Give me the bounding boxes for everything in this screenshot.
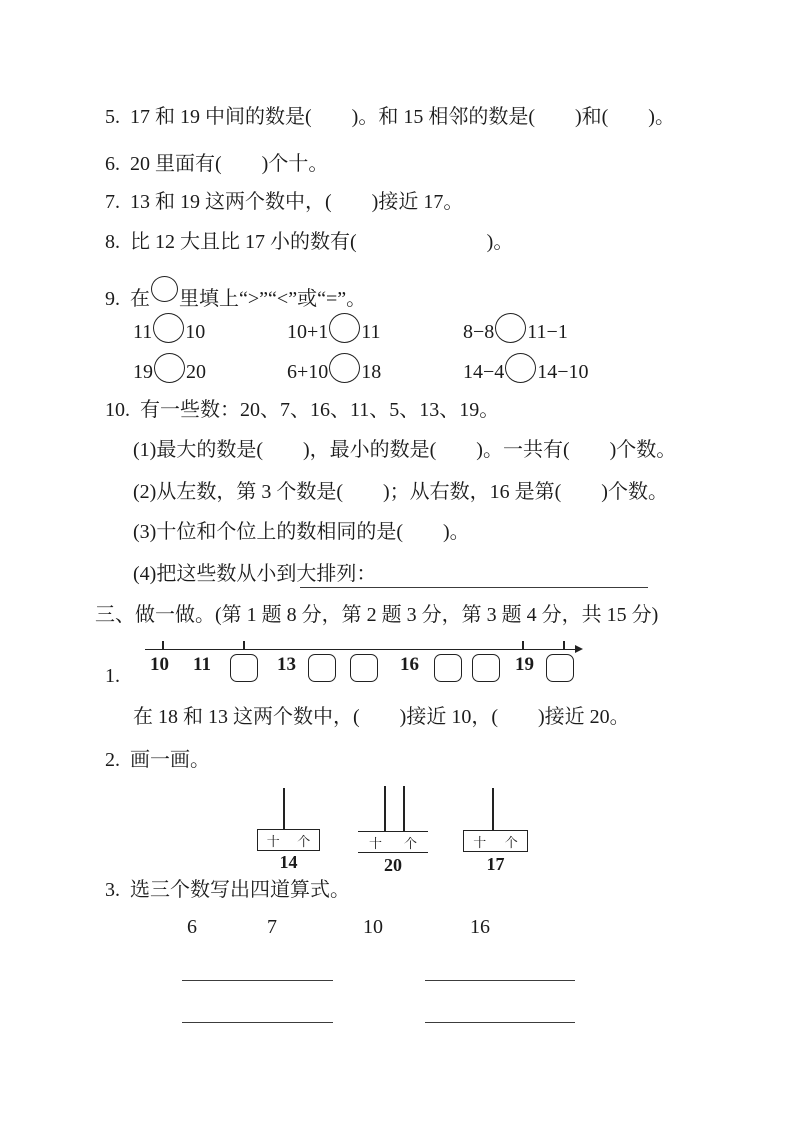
ones-label: 个 — [504, 834, 518, 850]
place-value-box — [257, 829, 320, 851]
number-line-label: 19 — [515, 654, 534, 675]
question-9-text-after: 里填上“>”“<”或“=”。 — [179, 288, 367, 310]
counter-rod — [492, 788, 494, 830]
question-10-sub-3: (3)十位和个位上的数相同的是( )。 — [133, 521, 470, 543]
comparison-left: 19 — [133, 361, 153, 383]
s3-question-2-title: 画一画。 — [130, 749, 210, 771]
question-7 — [105, 190, 463, 214]
number-line — [140, 638, 590, 696]
answer-blank-line — [300, 587, 648, 588]
answer-blank-line — [425, 980, 575, 981]
place-value-frame — [355, 783, 435, 875]
comparison-left: 6+10 — [287, 361, 329, 383]
place-value-box — [358, 831, 428, 853]
question-9-text-before: 在 — [130, 288, 150, 310]
question-9 — [105, 276, 366, 311]
answer-blank-line — [425, 1022, 575, 1023]
number-line-label: 11 — [193, 654, 211, 675]
question-10-sub-2: (2)从左数，第 3 个数是( )；从右数，16 是第( )个数。 — [133, 481, 668, 503]
frame-value: 17 — [486, 854, 505, 874]
answer-box — [472, 654, 500, 682]
answer-blank-line — [182, 1022, 333, 1023]
ones-label: 个 — [297, 833, 311, 849]
comparison-item — [287, 313, 381, 347]
s3-question-1-number: 1. — [105, 665, 120, 687]
question-5-text: 17 和 19 中间的数是( )。和 15 相邻的数是( )和( )。 — [130, 106, 675, 128]
place-value-frame — [250, 785, 330, 877]
arrow-right-icon — [575, 645, 583, 653]
answer-circle-icon — [329, 353, 360, 383]
choice-number: 10 — [363, 916, 383, 938]
number-line-label: 10 — [150, 654, 169, 675]
tick-mark — [243, 641, 245, 650]
comparison-left: 10+1 — [287, 321, 329, 343]
s3-question-3 — [105, 878, 350, 902]
answer-box — [308, 654, 336, 682]
tens-label: 十 — [368, 835, 382, 851]
number-line-label: 13 — [277, 654, 296, 675]
number-line-axis — [145, 649, 578, 650]
choice-number: 16 — [470, 916, 490, 938]
tick-mark — [522, 641, 524, 650]
question-10-text: 有一些数：20、7、16、11、5、13、19。 — [140, 399, 500, 421]
answer-box — [350, 654, 378, 682]
question-8 — [105, 230, 513, 254]
question-6-text: 20 里面有( )个十。 — [130, 153, 329, 175]
comparison-right: 10 — [185, 321, 206, 343]
answer-box — [546, 654, 574, 682]
question-5-number: 5. — [105, 106, 120, 128]
question-9-number: 9. — [105, 288, 120, 310]
comparison-item — [133, 353, 206, 387]
answer-circle-icon — [154, 353, 185, 383]
question-10-sub-4: (4)把这些数从小到大排列： — [133, 563, 377, 585]
comparison-item — [463, 353, 589, 387]
answer-circle-icon — [495, 313, 526, 343]
choice-number: 7 — [267, 916, 277, 938]
answer-circle-icon — [151, 276, 178, 302]
comparison-item — [463, 313, 568, 347]
s3-question-3-title: 选三个数写出四道算式。 — [130, 879, 350, 901]
comparison-item — [287, 353, 381, 387]
question-6 — [105, 152, 328, 176]
answer-blank-line — [182, 980, 333, 981]
question-8-number: 8. — [105, 231, 120, 253]
comparison-left: 11 — [133, 321, 153, 343]
question-6-number: 6. — [105, 153, 120, 175]
tens-label: 十 — [266, 833, 280, 849]
question-10 — [105, 398, 499, 422]
s3-question-2 — [105, 748, 210, 772]
place-value-box — [463, 830, 528, 852]
choice-number: 6 — [187, 916, 197, 938]
tick-mark — [162, 641, 164, 650]
comparison-item — [133, 313, 205, 347]
frame-value: 20 — [384, 855, 402, 875]
section-three-title: 三、做一做。(第 1 题 8 分，第 2 题 3 分，第 3 题 4 分，共 15 分) — [95, 604, 659, 626]
comparison-left: 8−8 — [463, 321, 495, 343]
number-line-label: 16 — [400, 654, 419, 675]
answer-circle-icon — [153, 313, 184, 343]
counter-rod — [283, 788, 285, 829]
counter-rod — [403, 786, 405, 831]
comparison-left: 14−4 — [463, 361, 505, 383]
ones-label: 个 — [403, 835, 417, 851]
comparison-right: 11−1 — [527, 321, 568, 343]
comparison-right: 11 — [361, 321, 381, 343]
comparison-right: 20 — [186, 361, 206, 383]
counter-rod — [384, 786, 386, 831]
tens-label: 十 — [473, 834, 487, 850]
frame-value: 14 — [279, 852, 298, 872]
question-7-number: 7. — [105, 191, 120, 213]
question-7-text: 13 和 19 这两个数中，( )接近 17。 — [130, 191, 464, 213]
question-5 — [105, 105, 675, 129]
s3-question-2-number: 2. — [105, 749, 120, 771]
s3-question-3-number: 3. — [105, 879, 120, 901]
place-value-frame — [460, 785, 540, 877]
answer-box — [230, 654, 258, 682]
comparison-right: 18 — [361, 361, 382, 383]
question-10-sub-1: (1)最大的数是( )，最小的数是( )。一共有( )个数。 — [133, 439, 677, 461]
answer-box — [434, 654, 462, 682]
question-8-text: 比 12 大且比 17 小的数有( )。 — [130, 231, 514, 253]
question-10-number: 10. — [105, 399, 130, 421]
s3-question-1-note: 在 18 和 13 这两个数中，( )接近 10，( )接近 20。 — [133, 706, 630, 728]
comparison-right: 14−10 — [537, 361, 589, 383]
answer-circle-icon — [505, 353, 536, 383]
tick-mark — [563, 641, 565, 650]
answer-circle-icon — [329, 313, 360, 343]
